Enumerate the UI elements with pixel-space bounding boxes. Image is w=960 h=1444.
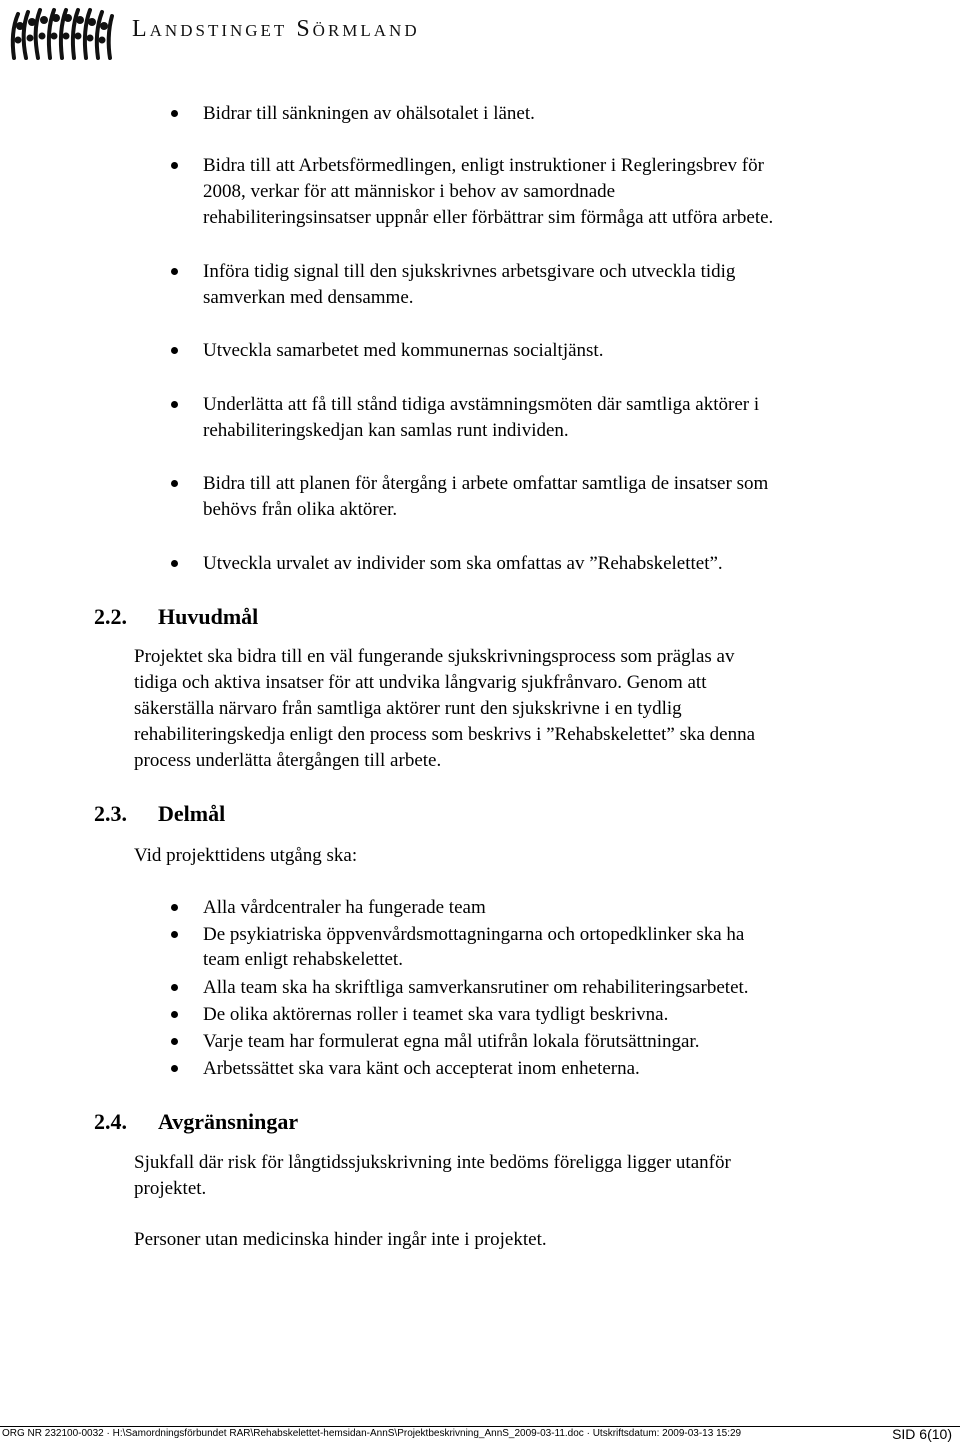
list-item-line: Bidrar till sänkningen av ohälsotalet i länet. <box>203 103 535 124</box>
paragraph-line: tidiga och aktiva insatser för att undvika långvarig sjukfrånvaro. Genom att <box>134 672 707 693</box>
list-item-line: Bidra till att planen för återgång i arbete omfattar samtliga de insatser som <box>203 473 769 494</box>
list-item-line: rehabiliteringsinsatser uppnår eller förbättrar sim förmåga att utföra arbete. <box>203 207 774 228</box>
list-item-line: Alla team ska ha skriftliga samverkansrutiner om rehabiliteringsarbetet. <box>203 977 749 998</box>
section-title: Huvudmål <box>158 604 259 629</box>
paragraph-line: säkerställa närvaro från samtliga aktörer runt den sjukskrivne i en tydlig <box>134 698 682 719</box>
bullet-icon <box>171 1038 178 1045</box>
list-item-line: De olika aktörernas roller i teamet ska vara tydligt beskrivna. <box>203 1004 669 1025</box>
paragraph-line: Sjukfall där risk för långtidssjukskrivning inte bedöms föreligga ligger utanför <box>134 1152 731 1173</box>
footer-divider <box>0 1426 960 1427</box>
bullet-icon <box>171 931 178 938</box>
bullet-icon <box>171 984 178 991</box>
list-item-line: Alla vårdcentraler ha fungerade team <box>203 897 486 918</box>
section-intro: Vid projekttidens utgång ska: <box>134 845 358 866</box>
bullet-icon <box>171 904 178 911</box>
section-number: 2.3. <box>94 801 127 826</box>
list-item-line: samverkan med densamme. <box>203 287 414 308</box>
section-number: 2.2. <box>94 604 127 629</box>
bullet-icon <box>171 1065 178 1072</box>
bullet-icon <box>171 347 178 354</box>
bullet-icon <box>171 560 178 567</box>
list-item-line: Utveckla urvalet av individer som ska omfattas av ”Rehabskelettet”. <box>203 553 723 574</box>
bullet-icon <box>171 480 178 487</box>
footer-page-number: SID 6(10) <box>892 1426 952 1442</box>
paragraph-line: Projektet ska bidra till en väl fungerande sjukskrivningsprocess som präglas av <box>134 646 735 667</box>
bullet-icon <box>171 401 178 408</box>
list-item-line: Varje team har formulerat egna mål utifrån lokala förutsättningar. <box>203 1031 700 1052</box>
list-item-line: Arbetssättet ska vara känt och accepterat inom enheterna. <box>203 1058 640 1079</box>
organization-name: Landstinget Sörmland <box>132 16 420 42</box>
list-item-line: 2008, verkar för att människor i behov av samordnade <box>203 181 616 202</box>
bullet-icon <box>171 1011 178 1018</box>
paragraph-line: rehabiliteringskedja enligt den process som beskrivs i ”Rehabskelettet” ska denna <box>134 724 756 745</box>
list-item-line: Införa tidig signal till den sjukskrivnes arbetsgivare och utveckla tidig <box>203 261 736 282</box>
paragraph-line: projektet. <box>134 1178 207 1199</box>
list-item-line: team enligt rehabskelettet. <box>203 949 403 970</box>
footer-document-info: ORG NR 232100-0032 · H:\Samordningsförbundet RAR\Rehabskelettet-hemsidan-AnnS\Projektbeskrivning_AnnS_2009-03-11.doc · Utskriftsdatum: 2009-03-13 15:29 <box>2 1428 742 1439</box>
section-number: 2.4. <box>94 1109 127 1134</box>
list-item-line: rehabiliteringskedjan kan samlas runt individen. <box>203 420 569 441</box>
paragraph-line: process underlätta återgången till arbete. <box>134 750 442 771</box>
bullet-icon <box>171 110 178 117</box>
list-item-line: De psykiatriska öppvenvårdsmottagningarna och ortopedklinker ska ha <box>203 924 745 945</box>
paragraph-line: Personer utan medicinska hinder ingår inte i projektet. <box>134 1229 547 1250</box>
list-item-line: Underlätta att få till stånd tidiga avstämningsmöten där samtliga aktörer i <box>203 394 760 415</box>
section-title: Avgränsningar <box>158 1109 299 1134</box>
list-item-line: Utveckla samarbetet med kommunernas socialtjänst. <box>203 340 604 361</box>
landstinget-sormland-logo-icon <box>8 6 116 62</box>
list-item-line: behövs från olika aktörer. <box>203 499 398 520</box>
section-title: Delmål <box>158 801 226 826</box>
bullet-icon <box>171 268 178 275</box>
list-item-line: Bidra till att Arbetsförmedlingen, enligt instruktioner i Regleringsbrev för <box>203 155 764 176</box>
bullet-icon <box>171 162 178 169</box>
